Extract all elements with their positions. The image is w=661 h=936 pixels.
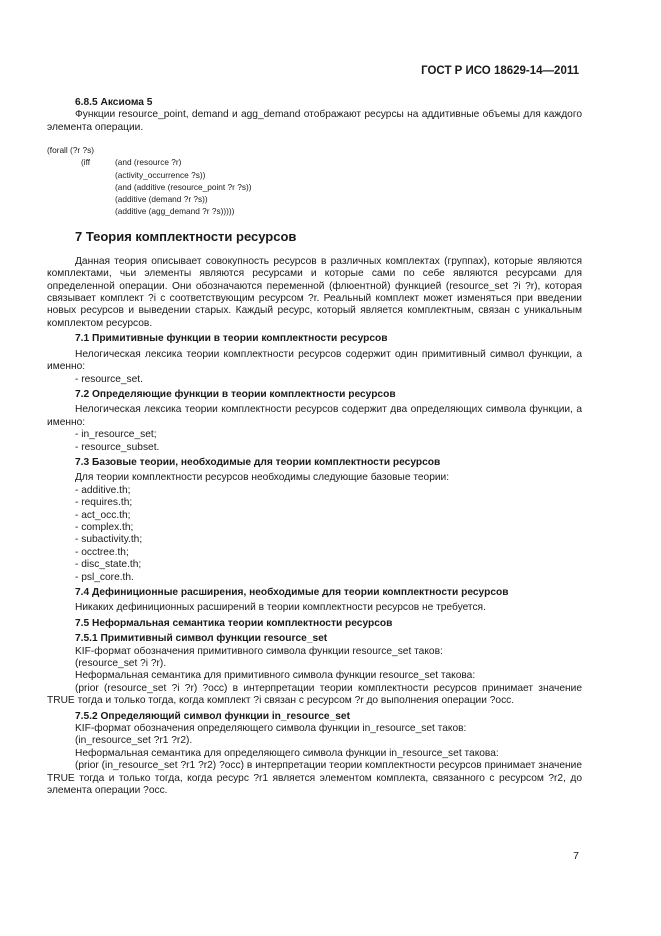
section-7-1-heading: 7.1 Примитивные функции в теории комплектности ресурсов (75, 333, 388, 345)
section-7-3-heading: 7.3 Базовые теории, необходимые для теории комплектности ресурсов (75, 456, 441, 468)
code-text: (and (additive (resource_point ?r ?s)) (115, 181, 252, 192)
list-item: - requires.th; (75, 497, 133, 509)
section-7-5-2-text: KIF-формат обозначения определяющего символа функции in_resource_set таков: (75, 723, 467, 735)
code-line (47, 205, 582, 217)
section-7-5-2-kif: (in_resource_set ?r1 ?r2). (75, 735, 193, 747)
list-item: - act_occ.th; (75, 509, 131, 521)
list-item: - resource_subset. (75, 441, 160, 453)
code-text: (activity_occurrence ?s)) (115, 169, 206, 180)
base-theories-list (47, 485, 582, 584)
kif-code-block (47, 144, 582, 217)
primitive-functions-list (47, 374, 582, 386)
code-line (47, 181, 582, 193)
page-header: ГОСТ Р ИСО 18629-14—2011 (421, 65, 579, 77)
section-7-2-text: Нелогическая лексика теории комплектности ресурсов содержит два определяющих символа функции, а именно: (47, 404, 582, 428)
list-item: - subactivity.th; (75, 534, 143, 546)
section-6-8-5-text: Функции resource_point, demand и agg_demand отображают ресурсы на аддитивные объемы для каждого элемента операции. (47, 109, 582, 133)
section-7-3-text: Для теории комплектности ресурсов необходимы следующие базовые теории: (75, 472, 450, 484)
section-7-5-1-semantics: (prior (resource_set ?i ?r) ?occ) в интерпретации теории комплектности ресурсов принимает значение TRUE тогда и только тогда, когда комплект ?i связан с ресурсом ?r до выполнения операции ?occ. (47, 682, 582, 707)
list-item: - complex.th; (75, 521, 134, 533)
code-text: (additive (agg_demand ?r ?s))))) (115, 206, 235, 217)
code-text: (forall (?r ?s) (47, 145, 95, 156)
list-item: - additive.th; (75, 484, 131, 496)
section-7-5-1-kif: (resource_set ?i ?r). (75, 658, 167, 670)
section-7-5-2-heading: 7.5.2 Определяющий символ функции in_resource_set (75, 710, 350, 722)
list-item: - in_resource_set; (75, 429, 157, 441)
section-6-8-5-heading: 6.8.5 Аксиома 5 (75, 97, 153, 108)
section-7-5-2-semantics: (prior (in_resource_set ?r1 ?r2) ?occ) в интерпретации теории комплектности ресурсов принимает значение TRUE тогда и только тогда, когда ресурс ?r1 является элементом комплекта, связанного с ресурсом ?r2, до элемента операции ?occ. (47, 760, 582, 797)
code-text: (additive (demand ?r ?s)) (115, 194, 208, 205)
section-7-2-heading: 7.2 Определяющие функции в теории комплектности ресурсов (75, 388, 396, 400)
section-7-4-heading: 7.4 Дефиниционные расширения, необходимые для теории комплектности ресурсов (75, 587, 509, 598)
section-7-5-1-text: KIF-формат обозначения примитивного символа функции resource_set таков: (75, 645, 443, 657)
code-line (47, 144, 582, 156)
code-line (47, 156, 582, 168)
section-7-text: Данная теория описывает совокупность ресурсов в различных комплектах (группах), которые являются комплектами, чьи элементы являются ресурсами и которые сами по себе являются ресурсами для определенной операции. Они обозначаются переменной (флюентной) функцией (resource_set ?i ?r), которая связывает комплект ?i с соответствующим ресурсом ?r. Реальный комплект может изменяться при введении новых ресурсов и выведении старых. Каждый ресурс, который является комплектным, связан с уникальным комплектом ресурсов. (47, 255, 582, 329)
page-number: 7 (573, 850, 579, 862)
section-7-5-1-heading: 7.5.1 Примитивный символ функции resource_set (75, 633, 328, 645)
code-text: (and (resource ?r) (115, 157, 182, 168)
list-item: - disc_state.th; (75, 559, 142, 571)
section-7-1-text: Нелогическая лексика теории комплектности ресурсов содержит один примитивный символ функции, а именно: (47, 348, 582, 373)
section-7-4-text: Никаких дефиниционных расширений в теории комплектности ресурсов не требуется. (75, 602, 486, 614)
code-line (47, 169, 582, 181)
section-7-heading: 7 Теория комплектности ресурсов (75, 229, 297, 245)
list-item: - resource_set. (75, 373, 143, 385)
list-item: - psl_core.th. (75, 571, 134, 583)
code-line (47, 193, 582, 205)
defining-functions-list (47, 429, 582, 454)
list-item: - occtree.th; (75, 546, 129, 558)
section-7-5-1-semantics-intro: Неформальная семантика для примитивного символа функции resource_set такова: (75, 670, 476, 682)
section-7-5-2-semantics-intro: Неформальная семантика для определяющего символа функции in_resource_set такова: (75, 747, 499, 759)
section-7-5-heading: 7.5 Неформальная семантика теории комплектности ресурсов (75, 617, 393, 629)
page-content (47, 97, 582, 798)
code-text: (iff (81, 157, 91, 168)
